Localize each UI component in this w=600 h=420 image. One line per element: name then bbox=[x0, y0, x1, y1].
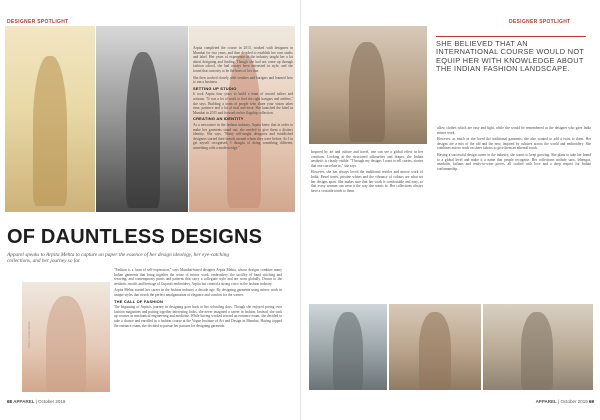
paragraph: Inspired by art and culture and travel, one can see a global effect in her creations. Looking at the structured silhouettes and drapes, the Indian aesthetic is clearly visible. "Through my designs I want to tell stories, stories that one can relate to," she says. bbox=[311, 150, 423, 168]
pull-quote-rule bbox=[436, 36, 586, 37]
model-figure bbox=[419, 312, 451, 390]
issue-date: October 2019 bbox=[560, 399, 588, 404]
paragraph: Having a successful design career in the industry, she wants to keep growing. She plans to take her brand to a global level and make it a name that people recognise. Her collections include saris, lehengas, anarkalis, kaftans and ready-to-wear pieces, all crafted with love and a deep respect for Indian craftsmanship. bbox=[437, 152, 591, 171]
article-headline: OF DAUNTLESS DESIGNS bbox=[7, 226, 263, 248]
paragraph: Arpita completed the course in 2013, worked with designers in Mumbai for two years, and then decided to establish her own studio and label. Her years of experience in the industry taught her a lot about designing and finding. Though she had not come up through fashion school, she had always been interested in style, and she found that curiosity to be the basis of her line. bbox=[193, 46, 293, 73]
model-figure bbox=[333, 312, 363, 390]
runway-photo-7 bbox=[483, 304, 593, 390]
paragraph: allow clothes which are easy and light, while she would be remembered as the designer who gave India mirror work. bbox=[437, 126, 591, 135]
page-folio bbox=[536, 399, 594, 404]
paragraph: As a newcomer in the fashion industry, Arpita knew that in order to make her garments stand out, she needed to give them a distinct identity. She says, "Many self-taught designers and established designers started their brands around whom they were before. So I to get myself recognised, I thought of doing something different, something with a modern edge." bbox=[193, 122, 293, 150]
body-column-3 bbox=[311, 150, 423, 195]
page-number: 69 bbox=[588, 399, 594, 404]
runway-photo-1 bbox=[5, 26, 95, 212]
paragraph: Arpita Mehta started her career in the fashion industry a decade ago. By designing garments using mirror work in unique styles that struck the perfect amalgamation of elegance and comfort for the wearer. bbox=[114, 288, 282, 297]
paragraph: However, she has always loved the traditional textiles and mirror work of India. Pastel tones, pristine whites and the vibrancy of colours are what set her designs apart. She makes sure that her work is comfortable and easy, so that every woman can wear it the way she wants to. Her collections always have a versatile touch to them. bbox=[311, 170, 423, 193]
pull-quote: SHE BELIEVED THAT AN INTERNATIONAL COURSE WOULD NOT EQUIP HER WITH KNOWLEDGE ABOUT THE INDIAN FASHION LANDSCAPE. bbox=[436, 39, 585, 74]
photo-credit: Photo: Arpita Mehta bbox=[27, 321, 31, 348]
runway-photo-5 bbox=[309, 304, 387, 390]
paragraph: "Fashion is a form of self-expression," says Mumbai-based designer Arpita Mehta, whose designs combine many Indian garments that bring together the sense of mirror work, embroidery, the tactility of hand stitching and weaving, and contemporary prints and patterns that carry a collegiate style and are worn globally. Drawn to the aesthetic, motifs and heritage of Gujarati embroidery, Arpita has created a strong voice in the fashion industry. bbox=[114, 268, 282, 286]
body-column-4 bbox=[437, 126, 591, 173]
model-figure bbox=[349, 42, 385, 142]
section-kicker: DESIGNER SPOTLIGHT bbox=[7, 19, 69, 25]
paragraph: However, as much as she loved the traditional garments, she also wanted to add a twist to them. Her designs are a mix of the old and the new, inspired by cultures across the world and embroidery. She combines mirror work on sheer fabrics to give them an ethereal touch. bbox=[437, 137, 591, 151]
runway-photo-6 bbox=[389, 304, 481, 390]
folio-separator: | bbox=[35, 399, 37, 404]
section-heading: THE CALL OF FASHION bbox=[114, 298, 164, 304]
folio-separator: | bbox=[558, 399, 560, 404]
body-column-2 bbox=[114, 268, 282, 330]
runway-photo-4 bbox=[309, 26, 427, 144]
paragraph: She then worked closely with vendors and karigars and learned how to run a business. bbox=[193, 75, 293, 85]
magazine-name: APPAREL bbox=[535, 399, 557, 404]
article-standfirst: Apparel speaks to Arpita Mehta to capture on paper the essence of her design ideology, her eye-catching collections, and her journey so far. bbox=[7, 252, 230, 265]
page-number: 68 bbox=[7, 399, 13, 404]
paragraph: The beginning of Arpita's journey in designing goes back to her schooling days. Though she enjoyed poring over fashion magazines and putting together interesting looks, she never imagined a career in fashion. Instead, she took up courses in mechanical engineering and medicine. While having worked toward an entrance exam, she decided to take a chance and enrolled in a fashion course at the Vogue Institute of Art and Design in Mumbai. Having topped the entrance exam, she decided to pursue her passion for designing garments. bbox=[114, 305, 282, 328]
model-figure bbox=[521, 312, 553, 390]
right-page bbox=[300, 0, 600, 420]
body-column-1 bbox=[193, 46, 293, 152]
designer-figure bbox=[46, 296, 86, 392]
model-figure bbox=[33, 56, 67, 206]
section-heading: SETTING UP STUDIO bbox=[193, 85, 237, 91]
model-figure bbox=[126, 52, 160, 208]
section-heading: CREATING AN IDENTITY bbox=[193, 116, 244, 122]
section-kicker: DESIGNER SPOTLIGHT bbox=[509, 19, 571, 25]
runway-photo-2 bbox=[96, 26, 188, 212]
magazine-name: APPAREL bbox=[13, 399, 35, 404]
issue-date: October 2019 bbox=[38, 399, 66, 404]
page-folio bbox=[7, 399, 65, 404]
designer-portrait-photo bbox=[22, 282, 110, 392]
paragraph: It took Arpita four years to build a team of trusted tailors and artisans. "It was a lot of work to find the right karigars and ateliers," she says. Building a team of people who share your vision takes time, patience and a lot of trial and error. She launched the label in Mumbai in 2015 and focused on her flagship collection. bbox=[193, 92, 293, 115]
